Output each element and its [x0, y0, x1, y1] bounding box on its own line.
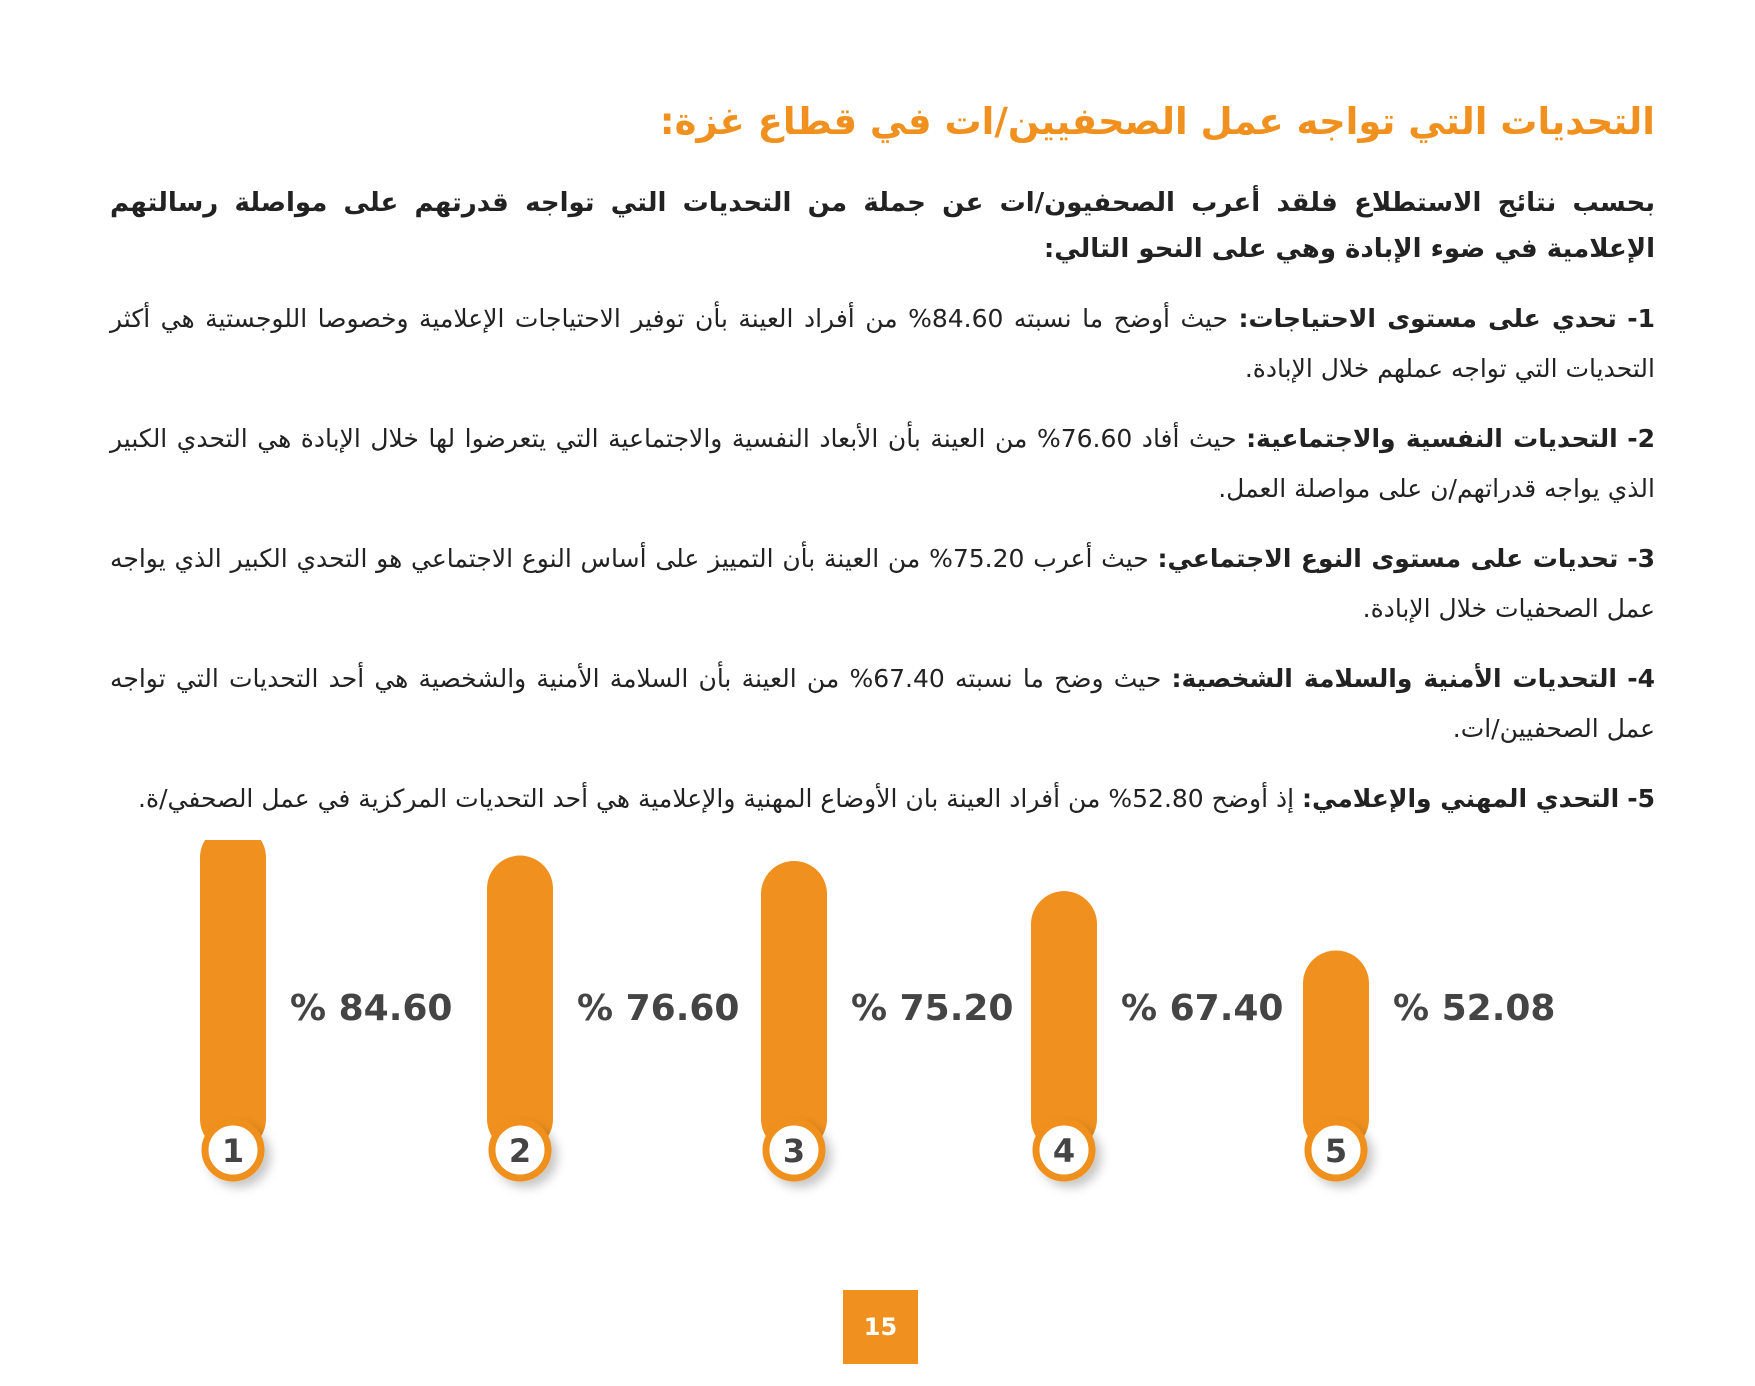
category-label: 2	[508, 1132, 532, 1170]
bar-1	[200, 840, 266, 1152]
item-number: 5-	[1627, 784, 1655, 813]
item-heading: التحديات النفسية والاجتماعية:	[1246, 424, 1618, 453]
bar-2	[487, 856, 553, 1152]
challenge-item-5	[110, 774, 1655, 824]
item-number: 3-	[1627, 544, 1655, 573]
bar-3	[761, 861, 827, 1152]
item-heading: التحدي المهني والإعلامي:	[1302, 784, 1620, 813]
data-label: % 67.40	[1121, 988, 1284, 1029]
category-label: 3	[782, 1132, 806, 1170]
item-text: حيث أعرب 75.20% من العينة بأن التمييز على أساس النوع الاجتماعي هو التحدي الكبير الذي يواجه عمل الصحفيات خلال الإبادة.	[110, 544, 1655, 623]
bar-4	[1031, 891, 1097, 1152]
section-title: التحديات التي تواجه عمل الصحفيين/ات في قطاع غزة:	[659, 100, 1655, 143]
item-text: حيث أفاد 76.60% من العينة بأن الأبعاد النفسية والاجتماعية التي يتعرضوا لها خلال الإبادة هي التحدي الكبير الذي يواجه قدراتهم/ن على مواصلة العمل.	[110, 424, 1655, 503]
category-label: 1	[221, 1132, 245, 1170]
item-number: 4-	[1627, 664, 1655, 693]
item-text: حيث وضح ما نسبته 67.40% من العينة بأن السلامة الأمنية والشخصية هي أحد التحديات التي تواجه عمل الصحفيين/ات.	[110, 664, 1655, 743]
item-text: حيث أوضح ما نسبته 84.60% من أفراد العينة بأن توفير الاحتياجات الإعلامية وخصوصا اللوجستية هي أكثر التحديات التي تواجه عملهم خلال الإبادة.	[110, 304, 1655, 383]
item-heading: التحديات الأمنية والسلامة الشخصية:	[1171, 664, 1618, 693]
item-text: إذ أوضح 52.80% من أفراد العينة بان الأوضاع المهنية والإعلامية هي أحد التحديات المركزية في عمل الصحفي/ة.	[138, 784, 1303, 813]
chart-canvas	[0, 840, 1755, 1220]
category-label: 5	[1324, 1132, 1348, 1170]
data-label: % 84.60	[290, 988, 453, 1029]
item-number: 1-	[1627, 304, 1655, 333]
data-label: % 52.08	[1393, 988, 1556, 1029]
challenge-item-1	[110, 294, 1655, 394]
challenges-bar-chart	[0, 840, 1755, 1220]
data-label: % 75.20	[851, 988, 1014, 1029]
content	[110, 90, 1655, 844]
item-heading: تحدي على مستوى الاحتياجات:	[1238, 304, 1617, 333]
item-heading: تحديات على مستوى النوع الاجتماعي:	[1157, 544, 1619, 573]
data-label: % 76.60	[577, 988, 740, 1029]
item-number: 2-	[1627, 424, 1655, 453]
challenge-item-2	[110, 414, 1655, 514]
intro-paragraph: بحسب نتائج الاستطلاع فلقد أعرب الصحفيون/ات عن جملة من التحديات التي تواجه قدرتهم على مواصلة رسالتهم الإعلامية في ضوء الإبادة وهي على النحو التالي:	[110, 188, 1655, 264]
challenge-item-4	[110, 654, 1655, 754]
page-number: 15	[843, 1290, 918, 1364]
challenge-item-3	[110, 534, 1655, 634]
category-label: 4	[1052, 1132, 1076, 1170]
